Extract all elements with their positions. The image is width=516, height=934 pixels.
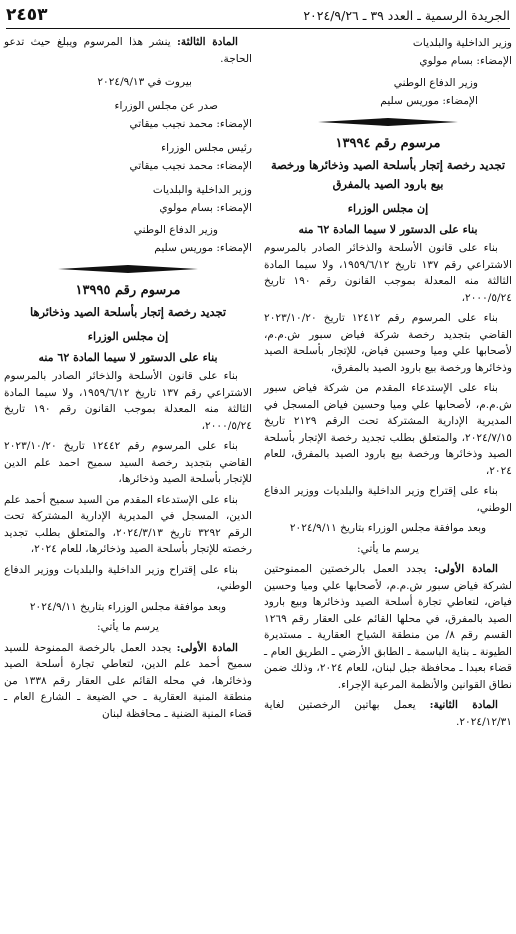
page-number: ٢٤٥٣ <box>6 5 48 25</box>
decree-authority: إن مجلس الوزراء <box>347 202 429 215</box>
decree-constitution: بناء على الدستور لا سيما المادة ٦٢ منه <box>298 223 478 236</box>
recital: بناء على قانون الأسلحة والذخائر الصادر بالمرسوم الاشتراعي رقم ١٣٧ تاريخ ١٩٥٩/٦/١٢، ولا سيما المادة الثالثة منه المعدلة بموجب القانون رقم ١٩٠ تاريخ ٢٠٠٠/٥/٢٤، <box>264 242 512 304</box>
decree-authority: إن مجلس الوزراء <box>87 330 169 343</box>
decree-title: مرسوم رقم ١٣٩٩٥ <box>75 283 181 298</box>
signature-name: الإمضاء: محمد نجيب ميقاتي <box>129 118 252 130</box>
signature-name: الإمضاء: بسام مولوي <box>159 202 252 214</box>
decrees-heading: يرسم ما يأتي: <box>357 542 419 555</box>
signature-name: الإمضاء: موريس سليم <box>154 242 252 254</box>
article-2 <box>264 697 512 730</box>
article-1 <box>4 640 252 723</box>
signature-title: وزير الدفاع الوطني <box>133 224 218 236</box>
recital: بناء على إقتراح وزير الداخلية والبلديات ووزير الدفاع الوطني، <box>264 485 512 514</box>
recital: بناء على المرسوم رقم ١٢٤١٢ تاريخ ٢٠٢٣/١٠/٢٠ القاضي بتجديد رخصة شركة فياض سبور ش.م.م، لأصحابها علي وميا وحسين فياض، للإتجار بأسلحة الصيد وذخائرها ورخصة بيع بارود الصيد بالمفرق، <box>264 312 512 374</box>
recital: بناء على الإستدعاء المقدم من شركة فياض سبور ش.م.م، لأصحابها علي وميا وحسين فياض المسجل في المديرية الإدارية المشتركة تحت الرقم ٢١٢٩ تاريخ ٢٠٢٤/٧/١٥، والمتعلق بطلب تجديد رخصة الإتجار بأسلحة الصيد وذخائرها ورخصة بيع بارود الصيد بالمفرق، للعام ٢٠٢٤، <box>264 382 512 477</box>
signature-title: وزير الدفاع الوطني <box>393 77 478 89</box>
article-1 <box>264 561 512 693</box>
page-header <box>6 4 510 29</box>
decree-subtitle: تجديد رخصة إتجار بأسلحة الصيد وذخائرها <box>29 305 227 319</box>
section-divider <box>264 116 512 128</box>
article-text: يجدد العمل بالرخصة الممنوحة للسيد سميح أحمد علم الدين، لتعاطي تجارة أسلحة الصيد وذخائرها، في محله القائم على العقار رقم ١٣٣٨ من منطقة المنية العقارية ـ حي الضيعة ـ الشارع العام ـ قضاء المنية الضنية ـ محافظة لبنان <box>4 641 253 720</box>
article-3 <box>4 34 252 67</box>
signature-title: وزير الداخلية والبلديات <box>152 184 252 196</box>
signature-name: الإمضاء: محمد نجيب ميقاتي <box>129 160 252 172</box>
signature-title: رئيس مجلس الوزراء <box>161 142 252 154</box>
decree-constitution: بناء على الدستور لا سيما المادة ٦٢ منه <box>38 351 218 364</box>
signature-name: الإمضاء: موريس سليم <box>380 95 478 107</box>
recital: وبعد موافقة مجلس الوزراء بتاريخ ٢٠٢٤/٩/١١ <box>29 600 227 613</box>
recital: وبعد موافقة مجلس الوزراء بتاريخ ٢٠٢٤/٩/١١ <box>289 522 487 534</box>
decree-title: مرسوم رقم ١٣٩٩٤ <box>335 136 441 151</box>
article-text: يعمل بهاتين الرخصتين لغاية ٢٠٢٤/١٢/٣١. <box>264 699 512 728</box>
article-label: المادة الأولى: <box>176 641 238 654</box>
recital: بناء على الإستدعاء المقدم من السيد سميح أحمد علم الدين، المسجل في المديرية الإدارية المشتركة تحت الرقم ٣٢٩٢ تاريخ ٢٠٢٤/٣/١٣، والمتعلق بطلب تجديد رخصته للإتجار بأسلحة الصيد وذخائرها، للعام ٢٠٢٤، <box>4 493 252 555</box>
decree-subtitle: تجديد رخصة إتجار بأسلحة الصيد وذخائرها ورخصة بيع بارود الصيد بالمفرق <box>270 158 506 191</box>
recital: بناء على إقتراح وزير الداخلية والبلديات ووزير الدفاع الوطني، <box>4 563 252 592</box>
article-text: ينشر هذا المرسوم ويبلغ حيث تدعو الحاجة. <box>4 36 252 65</box>
place-date: بيروت في ٢٠٢٤/٩/١٣ <box>97 76 192 88</box>
article-label: المادة الثالثة: <box>177 36 238 48</box>
section-divider <box>4 263 252 275</box>
signature-name: الإمضاء: بسام مولوي <box>419 55 512 67</box>
page-columns <box>4 34 512 930</box>
article-label: المادة الأولى: <box>434 563 498 575</box>
article-text: يجدد العمل بالرخصتين الممنوحتين لشركة فياض سبور ش.م.م، لأصحابها علي وميا وحسين فياض، لتعاطي تجارة أسلحة الصيد وذخائرها وبيع بارود الصيد بالمفرق، في محلها القائم على العقار رقم ١٢٦٩ القسم رقم ٨/ من منطقة الشياح العقارية ـ مستديرة الطيونة ـ بناية الباسمة ـ الطابق الأرضي ـ الطريق العام ـ قضاء بعبدا ـ محافظة جبل لبنان، للعام ٢٠٢٤، وذلك ضمن نطاق القوانين والأنظمة المرعية الإجراء. <box>264 563 512 691</box>
recital: بناء على قانون الأسلحة والذخائر الصادر بالمرسوم الاشتراعي رقم ١٣٧ تاريخ ١٩٥٩/٦/١٢، ولا سيما المادة الثالثة منه المعدلة بموجب القانون رقم ١٩٠ تاريخ ٢٠٠٠/٥/٢٤، <box>4 370 252 432</box>
decrees-heading: يرسم ما يأتي: <box>97 621 159 633</box>
signature-title: صدر عن مجلس الوزراء <box>114 100 218 112</box>
right-column <box>258 34 512 930</box>
divider-ornament-icon <box>318 117 458 127</box>
signature-title: وزير الداخلية والبلديات <box>412 37 512 49</box>
recital: بناء على المرسوم رقم ١٢٤٤٢ تاريخ ٢٠٢٣/١٠/٢٠ القاضي بتجديد رخصة السيد سميح احمد علم الدين للإتجار بأسلحة الصيد وذخائرها، <box>4 440 252 485</box>
left-column <box>4 34 258 930</box>
article-label: المادة الثانية: <box>429 699 499 711</box>
gazette-title: الجريدة الرسمية ـ العدد ٣٩ ـ ٢٠٢٤/٩/٢٦ <box>303 7 510 23</box>
divider-ornament-icon <box>58 264 198 274</box>
